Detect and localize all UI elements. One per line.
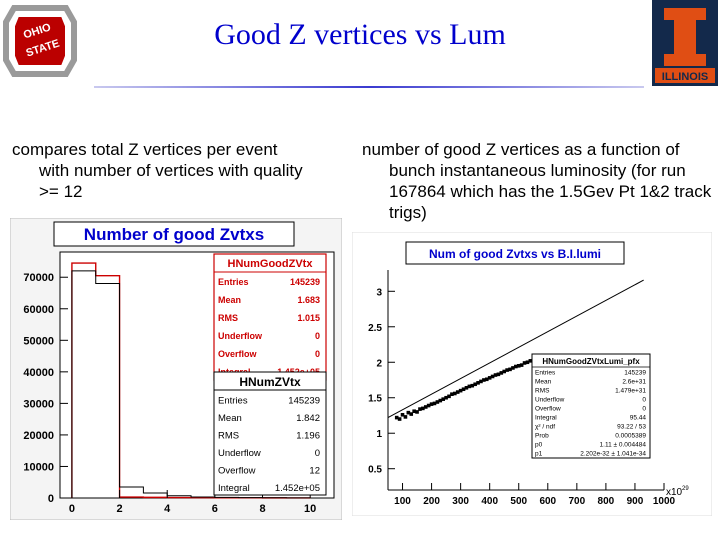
y-tick-label: 1.5 [368,393,382,405]
y-tick-label: 1 [376,429,382,441]
slide-title: Good Z vertices vs Lum [214,18,506,51]
y-tick-label: 10000 [23,461,54,474]
y-tick-label: 0 [47,493,54,505]
stats-value: 1.015 [297,313,320,323]
x-tick-label: 200 [423,496,440,507]
x-tick-label: 10 [304,503,317,515]
stats-label: Mean [218,295,242,305]
stats-value: 1.11 ± 0.004484 [599,441,646,449]
x-tick-label: 4 [164,503,171,515]
y-tick-label: 70000 [23,272,54,285]
stats-label: Underflow [535,396,565,404]
x-tick-label: 0 [68,503,75,515]
data-point [404,415,408,419]
svg-text:STATE: STATE [24,37,62,60]
stats-value: 2.6e+31 [622,378,646,386]
x-tick-label: 2 [116,503,123,515]
stats-value: 2.202e-32 ± 1.041e-34 [580,450,646,458]
svg-text:OHIO: OHIO [21,21,53,42]
stats-value: 1.452e+05 [274,483,320,494]
x-tick-label: 800 [597,496,615,507]
stats-label: Overflow [535,405,561,413]
title-divider [94,86,644,88]
y-tick-label: 0.5 [368,464,382,476]
stats-value: 1.683 [297,295,320,305]
stats-label: p0 [535,441,543,449]
stats-label: Overflow [218,465,256,477]
stats-value: 0 [314,349,320,359]
x-tick-label: 900 [626,496,644,507]
stats-value: 0 [642,396,646,404]
x-exponent-power: 29 [682,486,689,492]
stats-label: Underflow [218,331,262,341]
stats-value: 0 [642,405,646,413]
stats-label: Integral [218,483,250,494]
stats-value: 145239 [288,395,320,407]
stats-label: Mean [218,413,242,424]
x-tick-label: 6 [211,503,218,515]
x-tick-label: 8 [259,503,266,515]
stats-label: Prob [535,432,549,440]
x-tick-label: 600 [539,496,557,507]
stats-value: 1.479e+31 [615,387,646,395]
stats-label: Entries [535,369,556,377]
stats-box-title: HNumGoodZVtxLumi_pfx [542,357,640,366]
stats-label: Overflow [218,349,257,359]
y-tick-label: 3 [376,287,382,299]
profile-good-zvtxs-vs-lumi [352,232,712,516]
y-tick-label: 2 [376,358,382,370]
stats-label: RMS [535,387,550,395]
left-caption-text: compares total Z vertices per event with number of vertices with quality >= 12 [12,140,303,201]
chart-title: Number of good Zvtxs [83,225,265,244]
x-tick-label: 400 [481,496,499,507]
x-tick-label: 100 [394,496,411,507]
stats-box-title: HNumZVtx [239,375,301,389]
histogram-good-zvtxs [10,218,342,520]
stats-value: 95.44 [629,414,646,422]
stats-label: RMS [218,430,240,442]
y-tick-label: 2.5 [368,322,382,334]
stats-box-title: HNumGoodZVtx [227,258,313,270]
y-tick-label: 50000 [23,335,54,348]
left-caption [12,139,312,202]
stats-value: 1.196 [296,430,320,442]
x-exponent-label: x10 [666,487,683,498]
stats-label: Underflow [218,448,261,459]
x-tick-label: 500 [510,496,528,507]
y-tick-label: 20000 [23,429,54,442]
stats-label: Entries [218,395,248,407]
stats-label: RMS [218,313,238,323]
x-tick-label: 1000 [652,496,676,507]
x-tick-label: 300 [452,496,469,507]
x-tick-label: 700 [568,496,586,507]
stats-value: 0.0005389 [615,432,646,440]
svg-text:ILLINOIS: ILLINOIS [661,71,709,83]
chart-title: Num of good Zvtxs vs B.I.lumi [428,247,602,261]
stats-label: Entries [218,277,249,287]
stats-value: 1.842 [296,413,320,424]
right-caption [362,139,718,223]
stats-value: 145239 [624,369,646,377]
stats-value: 0 [314,331,320,341]
y-tick-label: 60000 [23,303,54,316]
y-tick-label: 40000 [23,366,54,379]
y-tick-label: 30000 [23,398,54,411]
stats-value: 93.22 / 53 [617,423,646,431]
stats-value: 145239 [289,277,320,287]
right-caption-text: number of good Z vertices as a function of bunch instantaneous luminosity (for run 167864 which has the 1.5Gev Pt 1&2 track trigs) [362,140,712,222]
stats-value: 12 [309,465,320,477]
stats-label: χ² / ndf [535,423,556,431]
stats-value: 0 [314,448,320,459]
stats-label: Integral [535,414,557,422]
stats-label: p1 [535,450,543,458]
data-point [398,417,402,421]
stats-label: Mean [535,378,552,386]
